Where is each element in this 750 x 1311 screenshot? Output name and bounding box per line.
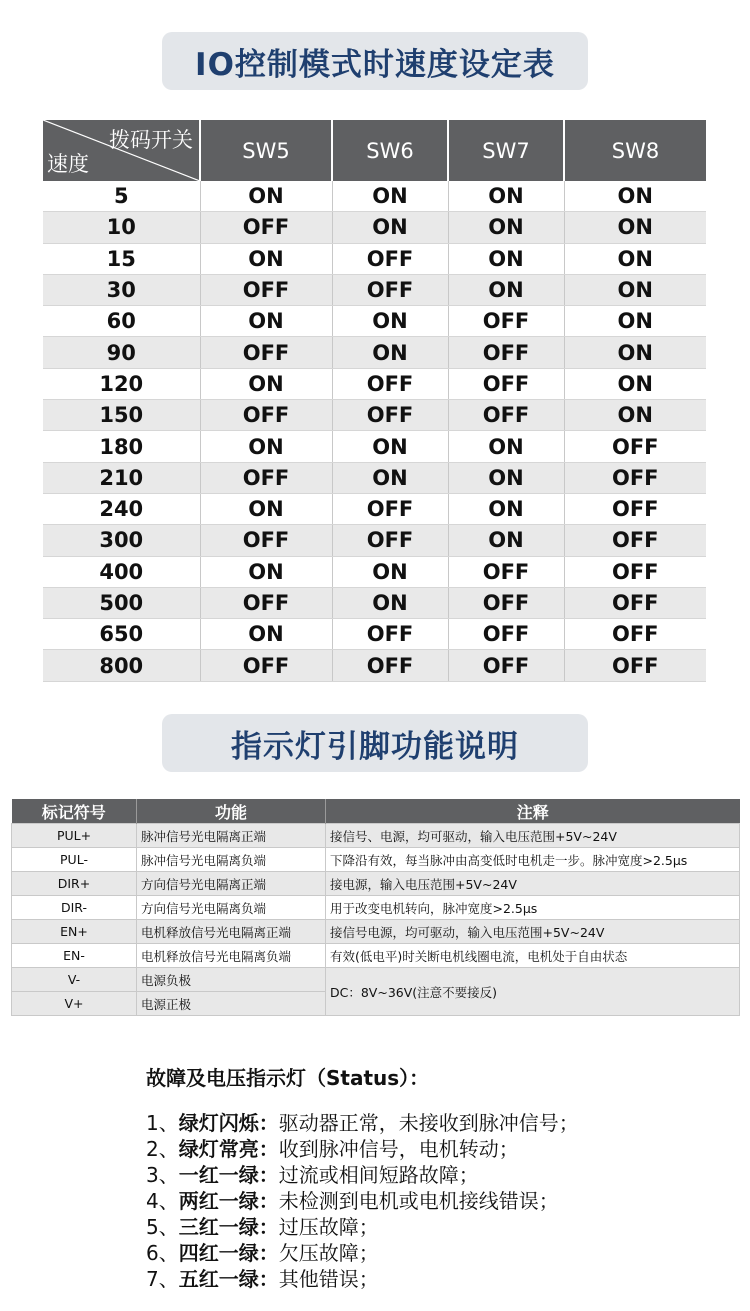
switch-state-cell: OFF [448,400,564,431]
switch-state-cell: OFF [448,368,564,399]
switch-state-cell: ON [564,274,706,305]
pin-mark-cell: V+ [12,992,137,1016]
pin-mark-cell: V- [12,968,137,992]
table-row [43,337,706,368]
switch-state-cell: OFF [448,556,564,587]
switch-state-cell: OFF [448,587,564,618]
status-item [146,1110,579,1136]
switch-state-cell: ON [200,243,332,274]
pin-function-table [11,799,740,1016]
switch-state-cell: ON [200,556,332,587]
dip-switch-label: 拨码开关 [109,128,193,152]
switch-state-cell: ON [200,181,332,212]
pin-mark-cell: PUL+ [12,824,137,848]
table-row [43,306,706,337]
switch-state-cell: OFF [448,337,564,368]
switch-state-cell: ON [448,462,564,493]
status-item-light-pattern: 四红一绿： [178,1241,279,1265]
switch-state-cell: OFF [332,274,448,305]
switch-state-cell: ON [564,337,706,368]
status-item [146,1162,579,1188]
switch-state-cell: OFF [332,368,448,399]
status-item-number: 1、 [146,1111,179,1135]
status-item-description: 欠压故障； [278,1241,379,1265]
speed-cell: 15 [43,243,200,274]
switch-state-cell: OFF [200,462,332,493]
status-item-light-pattern: 绿灯常亮： [178,1137,279,1161]
status-list [146,1110,579,1292]
speed-setting-table [43,120,706,682]
column-header-sw5: SW5 [200,120,332,181]
table-row [12,872,740,896]
column-header-note: 注释 [326,799,740,824]
status-item-description: 驱动器正常，未接收到脉冲信号； [278,1111,579,1135]
switch-state-cell: OFF [200,400,332,431]
status-item-number: 3、 [146,1163,179,1187]
switch-state-cell: ON [448,181,564,212]
switch-state-cell: OFF [200,525,332,556]
switch-state-cell: ON [332,212,448,243]
switch-state-cell: OFF [200,212,332,243]
switch-state-cell: OFF [564,525,706,556]
table-row [43,619,706,650]
table-row [43,525,706,556]
switch-state-cell: OFF [564,556,706,587]
switch-state-cell: ON [448,274,564,305]
switch-state-cell: OFF [332,243,448,274]
pin-function-cell: 电源正极 [137,992,326,1016]
switch-state-cell: OFF [332,525,448,556]
pin-note-cell: 下降沿有效，每当脉冲由高变低时电机走一步。脉冲宽度>2.5μs [326,848,740,872]
switch-state-cell: ON [200,368,332,399]
switch-state-cell: OFF [448,306,564,337]
pin-table-header-row [12,799,740,824]
speed-cell: 10 [43,212,200,243]
column-header-sw7: SW7 [448,120,564,181]
switch-state-cell: OFF [448,650,564,681]
column-header-function: 功能 [137,799,326,824]
status-item-number: 2、 [146,1137,179,1161]
status-item [146,1214,579,1240]
pin-function-cell: 方向信号光电隔离负端 [137,896,326,920]
switch-state-cell: ON [448,525,564,556]
pin-function-cell: 脉冲信号光电隔离正端 [137,824,326,848]
speed-cell: 60 [43,306,200,337]
table-row [12,824,740,848]
pin-mark-cell: EN+ [12,920,137,944]
speed-cell: 300 [43,525,200,556]
corner-header-cell [43,120,200,181]
table-row [12,944,740,968]
pin-function-cell: 电机释放信号光电隔离负端 [137,944,326,968]
switch-state-cell: ON [332,306,448,337]
status-item-light-pattern: 两红一绿： [178,1189,279,1213]
switch-state-cell: ON [564,400,706,431]
pin-function-cell: 脉冲信号光电隔离负端 [137,848,326,872]
pin-function-cell: 电机释放信号光电隔离正端 [137,920,326,944]
switch-state-cell: ON [448,431,564,462]
status-heading: 故障及电压指示灯（Status）： [146,1066,430,1090]
pin-table-title: 指示灯引脚功能说明 [162,714,588,772]
table-row [12,920,740,944]
switch-state-cell: OFF [564,650,706,681]
table-row [43,493,706,524]
switch-state-cell: ON [332,337,448,368]
status-item-description: 其他错误； [278,1267,379,1291]
speed-cell: 800 [43,650,200,681]
speed-cell: 150 [43,400,200,431]
column-header-sw6: SW6 [332,120,448,181]
switch-state-cell: ON [564,212,706,243]
switch-state-cell: OFF [200,274,332,305]
pin-note-cell: 接信号电源，均可驱动，输入电压范围+5V~24V [326,920,740,944]
switch-state-cell: ON [448,212,564,243]
status-item-light-pattern: 绿灯闪烁： [178,1111,279,1135]
speed-cell: 500 [43,587,200,618]
pin-mark-cell: DIR+ [12,872,137,896]
speed-cell: 120 [43,368,200,399]
pin-note-cell: 有效(低电平)时关断电机线圈电流，电机处于自由状态 [326,944,740,968]
table-row [43,556,706,587]
status-item-description: 收到脉冲信号，电机转动； [278,1137,519,1161]
switch-state-cell: OFF [200,650,332,681]
switch-state-cell: OFF [564,462,706,493]
switch-state-cell: OFF [332,493,448,524]
switch-state-cell: ON [200,493,332,524]
table-row [43,212,706,243]
speed-label: 速度 [47,152,89,176]
pin-function-cell: 方向信号光电隔离正端 [137,872,326,896]
status-item-number: 5、 [146,1215,179,1239]
table-row [12,848,740,872]
switch-state-cell: OFF [200,587,332,618]
pin-mark-cell: PUL- [12,848,137,872]
switch-state-cell: ON [200,619,332,650]
pin-mark-cell: EN- [12,944,137,968]
speed-cell: 650 [43,619,200,650]
switch-state-cell: OFF [448,619,564,650]
status-item-description: 过流或相间短路故障； [278,1163,479,1187]
switch-state-cell: ON [564,368,706,399]
switch-state-cell: OFF [564,493,706,524]
switch-state-cell: ON [200,431,332,462]
status-item-description: 未检测到电机或电机接线错误； [278,1189,559,1213]
status-item-number: 6、 [146,1241,179,1265]
table-row [12,968,740,992]
pin-function-cell: 电源负极 [137,968,326,992]
switch-state-cell: ON [564,306,706,337]
table-row [43,431,706,462]
status-item-number: 7、 [146,1267,179,1291]
table-row [43,274,706,305]
power-note-cell: DC：8V~36V(注意不要接反) [326,968,740,1016]
table-row [43,462,706,493]
pin-mark-cell: DIR- [12,896,137,920]
status-item-description: 过压故障； [278,1215,379,1239]
switch-state-cell: OFF [332,619,448,650]
speed-cell: 5 [43,181,200,212]
table-row [12,896,740,920]
status-item-light-pattern: 三红一绿： [178,1215,279,1239]
switch-state-cell: ON [332,556,448,587]
table-row [43,181,706,212]
switch-state-cell: ON [332,587,448,618]
pin-note-cell: 接信号、电源，均可驱动，输入电压范围+5V~24V [326,824,740,848]
speed-cell: 180 [43,431,200,462]
switch-state-cell: ON [332,431,448,462]
table-row [43,243,706,274]
speed-cell: 400 [43,556,200,587]
speed-cell: 210 [43,462,200,493]
status-item [146,1240,579,1266]
status-item-light-pattern: 五红一绿： [178,1267,279,1291]
status-item [146,1266,579,1292]
switch-state-cell: OFF [564,619,706,650]
switch-state-cell: ON [448,493,564,524]
speed-table-title: IO控制模式时速度设定表 [162,32,588,90]
speed-table-header-row [43,120,706,181]
table-row [43,587,706,618]
switch-state-cell: OFF [332,400,448,431]
column-header-mark: 标记符号 [12,799,137,824]
switch-state-cell: ON [332,181,448,212]
speed-cell: 240 [43,493,200,524]
switch-state-cell: ON [564,243,706,274]
switch-state-cell: ON [448,243,564,274]
table-row [43,368,706,399]
switch-state-cell: ON [564,181,706,212]
speed-cell: 30 [43,274,200,305]
pin-note-cell: 用于改变电机转向，脉冲宽度>2.5μs [326,896,740,920]
pin-note-cell: 接电源，输入电压范围+5V~24V [326,872,740,896]
column-header-sw8: SW8 [564,120,706,181]
status-item-number: 4、 [146,1189,179,1213]
speed-cell: 90 [43,337,200,368]
switch-state-cell: OFF [332,650,448,681]
table-row [43,400,706,431]
switch-state-cell: OFF [564,431,706,462]
status-item [146,1136,579,1162]
switch-state-cell: OFF [200,337,332,368]
switch-state-cell: OFF [564,587,706,618]
switch-state-cell: ON [332,462,448,493]
table-row [43,650,706,681]
switch-state-cell: ON [200,306,332,337]
status-item [146,1188,579,1214]
status-item-light-pattern: 一红一绿： [178,1163,279,1187]
